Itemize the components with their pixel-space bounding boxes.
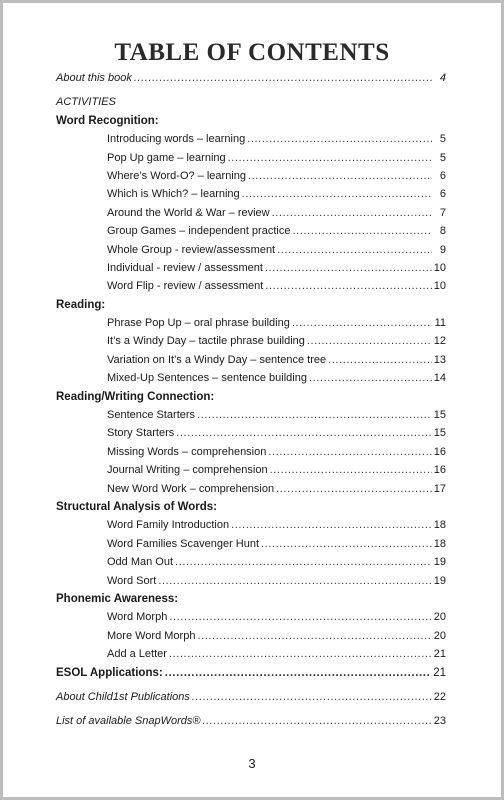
toc-entry-page: 14: [433, 372, 446, 385]
toc-entry-page: 16: [433, 445, 446, 458]
toc-entry-page: 15: [433, 427, 446, 440]
toc-entry-page: 20: [433, 611, 446, 624]
toc-entry-page: 16: [433, 464, 446, 477]
toc-entry-page: 20: [433, 629, 446, 642]
toc-entry[interactable]: [56, 351, 446, 369]
toc-entry-page: 10: [433, 280, 446, 293]
dot-leader: [169, 608, 431, 626]
toc-entry-label: Sentence Starters: [107, 409, 196, 422]
dot-leader: [242, 185, 432, 203]
toc-entry[interactable]: [56, 277, 446, 295]
dot-leader: [261, 535, 432, 553]
toc-entry[interactable]: [56, 149, 446, 167]
toc-entry[interactable]: [56, 461, 446, 479]
page-title: TABLE OF CONTENTS: [114, 39, 390, 66]
toc-entry[interactable]: [56, 406, 446, 424]
toc-entry-page: 21: [433, 666, 446, 679]
toc-entry-page: 22: [433, 690, 446, 703]
toc-entry-label: Variation on It’s a Windy Day – sentence tree: [107, 353, 327, 366]
toc-entry-label: New Word Work – comprehension: [107, 482, 275, 495]
toc-entry-label: Word Families Scavenger Hunt: [107, 537, 260, 550]
dot-leader: [270, 461, 432, 479]
toc-entry[interactable]: [56, 516, 446, 534]
toc-entry-page: 18: [433, 519, 446, 532]
toc-entry-label: About this book: [56, 72, 132, 84]
toc-entry-page: 17: [433, 482, 446, 495]
dot-leader: [307, 332, 432, 350]
dot-leader: [277, 241, 432, 259]
dot-leader: [247, 130, 432, 148]
dot-leader: [309, 369, 432, 387]
dot-leader: [265, 277, 431, 295]
toc-entry-esol[interactable]: [56, 664, 446, 682]
section-heading: Structural Analysis of Words:: [56, 500, 218, 513]
toc-entry-page: 13: [433, 353, 446, 366]
toc-entry-label: Journal Writing – comprehension: [107, 464, 268, 477]
dot-leader: [192, 688, 432, 706]
dot-leader: [134, 69, 432, 87]
toc-entry-page: 5: [439, 151, 446, 164]
toc-entry[interactable]: [56, 314, 446, 332]
toc-entry-label: Word Morph: [107, 611, 168, 624]
toc-entry[interactable]: [56, 480, 446, 498]
dot-leader: [328, 351, 432, 369]
toc-entry[interactable]: [56, 185, 446, 203]
toc-entry[interactable]: [56, 572, 446, 590]
section-heading: Phonemic Awareness:: [56, 592, 179, 605]
toc-entry-page: 8: [439, 225, 446, 238]
toc-entry-page: 19: [433, 556, 446, 569]
toc-entry-label: List of available SnapWords®: [56, 715, 201, 728]
toc-entry-page: 6: [439, 188, 446, 201]
toc-entry-page: 12: [433, 335, 446, 348]
toc-entry-page: 11: [434, 317, 446, 330]
dot-leader: [228, 149, 432, 167]
dot-leader: [265, 259, 432, 277]
toc-entry[interactable]: [56, 535, 446, 553]
dot-leader: [276, 480, 432, 498]
toc-entry-page: 7: [439, 206, 446, 219]
toc-entry[interactable]: [56, 222, 446, 240]
toc-entry[interactable]: [56, 608, 446, 626]
toc-entry-page: 10: [433, 261, 446, 274]
toc-entry-page: 15: [433, 409, 446, 422]
toc-entry[interactable]: [56, 553, 446, 571]
toc-entry-about-book[interactable]: [56, 69, 446, 87]
toc-entry-label: Around the World & War – review: [107, 206, 270, 219]
dot-leader: [158, 572, 431, 590]
page-number: 3: [248, 756, 256, 771]
toc-entry-label: Word Family Introduction: [107, 519, 230, 532]
toc-entry-page: 19: [433, 574, 446, 587]
toc-entry-label: Where’s Word-O? – learning: [107, 169, 246, 182]
toc-entry-about-child1st[interactable]: [56, 688, 446, 706]
toc-entry-page: 5: [439, 133, 446, 146]
toc-entry-label: Mixed-Up Sentences – sentence building: [107, 372, 307, 385]
toc-entry-page: 18: [433, 537, 446, 550]
toc-entry-label: Which is Which? – learning: [107, 188, 240, 201]
dot-leader: [248, 167, 432, 185]
toc-entry-label: Add a Letter: [107, 648, 167, 661]
toc-entry[interactable]: [56, 167, 446, 185]
toc-entry[interactable]: [56, 204, 446, 222]
toc-entry-page: 21: [433, 648, 446, 661]
section-heading: Word Recognition:: [56, 114, 159, 127]
toc-entry-page: 9: [439, 243, 446, 256]
toc-entry[interactable]: [56, 332, 446, 350]
toc-sections: [56, 112, 446, 664]
toc-entry-label: Group Games – independent practice: [107, 225, 291, 238]
toc-entry-label: Missing Words – comprehension: [107, 445, 267, 458]
section-heading: Reading/Writing Connection:: [56, 390, 215, 403]
toc-entry[interactable]: [56, 443, 446, 461]
document-page: [3, 3, 501, 797]
toc-entry[interactable]: [56, 424, 446, 442]
toc-entry[interactable]: [56, 259, 446, 277]
toc-entry-label: Whole Group - review/assessment: [107, 243, 276, 256]
toc-entry-label: ESOL Applications:: [56, 666, 163, 679]
toc-entry[interactable]: [56, 130, 446, 148]
toc-entry-label: More Word Morph: [107, 629, 196, 642]
toc-entry-label: About Child1st Publications: [56, 690, 190, 703]
dot-leader: [292, 314, 432, 332]
toc-entry[interactable]: [56, 369, 446, 387]
dot-leader: [202, 712, 431, 730]
table-of-contents: [56, 69, 446, 731]
toc-entry-page: 6: [439, 169, 446, 182]
dot-leader: [292, 222, 432, 240]
activities-label: ACTIVITIES: [56, 96, 116, 109]
dot-leader: [169, 645, 432, 663]
toc-entry-label: Story Starters: [107, 427, 175, 440]
dot-leader: [231, 516, 432, 534]
section-heading: Reading:: [56, 298, 106, 311]
toc-entry-label: Word Sort: [107, 574, 157, 587]
toc-entry-label: Phrase Pop Up – oral phrase building: [107, 317, 290, 330]
dot-leader: [272, 204, 432, 222]
dot-leader: [197, 406, 432, 424]
dot-leader: [175, 553, 432, 571]
dot-leader: [197, 627, 431, 645]
dot-leader: [176, 424, 432, 442]
toc-entry[interactable]: [56, 627, 446, 645]
toc-entry-label: Odd Man Out: [107, 556, 174, 569]
toc-entry-label: Word Flip - review / assessment: [107, 280, 264, 293]
toc-entry-page: 4: [439, 72, 446, 84]
toc-entry-snapwords[interactable]: [56, 712, 446, 730]
toc-entry[interactable]: [56, 645, 446, 663]
toc-entry[interactable]: [56, 241, 446, 259]
toc-entry-label: Pop Up game – learning: [107, 151, 226, 164]
dot-leader: [165, 664, 431, 682]
toc-entry-label: Individual - review / assessment: [107, 261, 263, 274]
toc-entry-label: Introducing words – learning: [107, 133, 246, 146]
toc-entry-page: 23: [433, 715, 446, 728]
dot-leader: [268, 443, 431, 461]
toc-entry-label: It’s a Windy Day – tactile phrase building: [107, 335, 305, 348]
